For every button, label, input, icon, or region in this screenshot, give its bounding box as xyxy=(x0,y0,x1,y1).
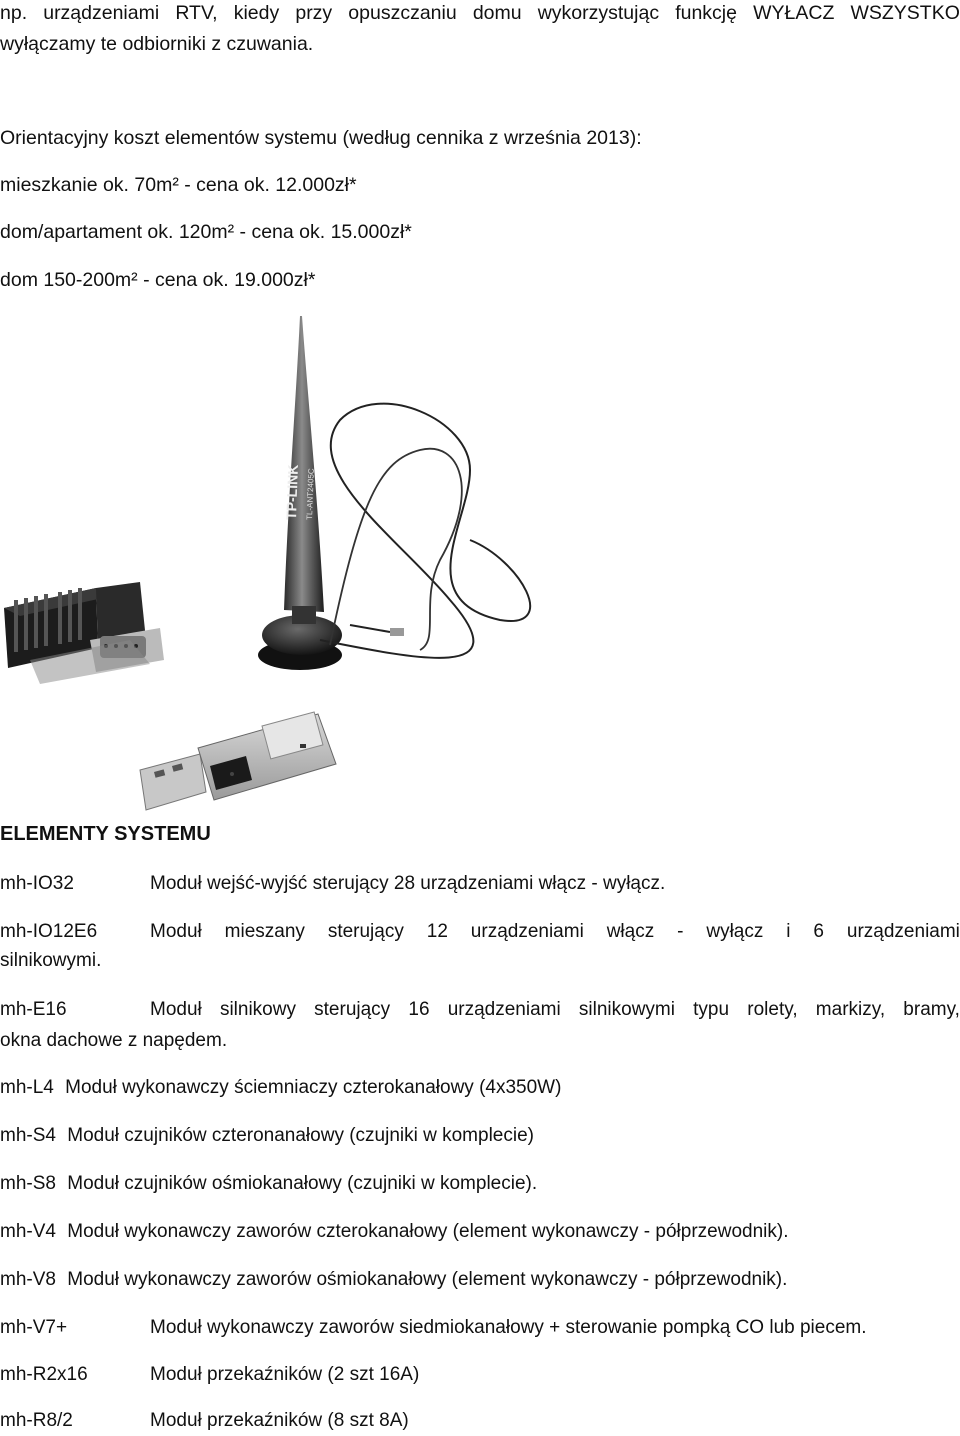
desc-word: Moduł xyxy=(150,921,202,942)
row-mh-s8 xyxy=(0,1173,537,1195)
desc-word: silnikowy xyxy=(219,999,296,1020)
row-desc: Moduł wykonawczy zaworów siedmiokanałowy + sterowanie pompką CO lub piecem. xyxy=(150,1317,867,1338)
antenna-brand: TP-LINK xyxy=(283,464,301,521)
pricing-item-flat: mieszkanie ok. 70m² - cena ok. 12.000zł* xyxy=(0,174,357,196)
pricing-item-apartment: dom/apartament ok. 120m² - cena ok. 15.000zł* xyxy=(0,221,412,243)
desc-word: urządzeniami xyxy=(470,921,584,942)
desc-word: mieszany xyxy=(224,921,305,942)
desc-word: sterujący xyxy=(314,999,391,1020)
intro-word: WSZYSTKO xyxy=(850,2,960,24)
desc-word: Moduł xyxy=(150,999,202,1020)
io-module-photo xyxy=(4,582,164,684)
row-mh-l4 xyxy=(0,1077,561,1099)
pricing-title: Orientacyjny koszt elementów systemu (według cennika z września 2013): xyxy=(0,127,642,149)
intro-word: wykorzystując xyxy=(537,2,660,24)
row-code: mh-S8 xyxy=(0,1173,56,1194)
row-mh-v8 xyxy=(0,1269,787,1291)
intro-word: np. xyxy=(0,2,28,24)
row-desc: Moduł przekaźników (2 szt 16A) xyxy=(150,1364,420,1385)
desc-word: markizy, xyxy=(815,999,886,1020)
desc-word: urządzeniami xyxy=(447,999,561,1020)
row-mh-e16-cont: okna dachowe z napędem. xyxy=(0,1030,228,1051)
row-code: mh-R2x16 xyxy=(0,1364,88,1385)
desc-word: 12 xyxy=(426,921,448,942)
desc-word: - xyxy=(677,921,684,942)
row-desc: Moduł wykonawczy zaworów ośmiokanałowy (element wykonawczy - półprzewodnik). xyxy=(67,1269,788,1290)
desc-word: rolety, xyxy=(747,999,798,1020)
row-mh-s4 xyxy=(0,1125,534,1147)
row-mh-io12e6-cont: silnikowymi. xyxy=(0,950,102,971)
intro-word: opuszczaniu xyxy=(348,2,457,24)
row-code: mh-V8 xyxy=(0,1269,56,1290)
row-desc: Moduł wykonawczy ściemniaczy czterokanałowy (4x350W) xyxy=(65,1077,562,1098)
intro-word: domu xyxy=(472,2,522,24)
desc-word: 16 xyxy=(408,999,430,1020)
row-desc: Moduł wejść-wyjść sterujący 28 urządzeniami włącz - wyłącz. xyxy=(150,873,666,894)
row-desc: Moduł wykonawczy zaworów czterokanałowy (element wykonawczy - półprzewodnik). xyxy=(67,1221,789,1242)
desc-word: urządzeniami xyxy=(846,921,960,942)
intro-word: WYŁACZ xyxy=(753,2,835,24)
desc-word: włącz xyxy=(606,921,655,942)
usb-dongle-photo xyxy=(140,712,336,810)
desc-word: silnikowymi xyxy=(578,999,675,1020)
intro-word: funkcję xyxy=(675,2,737,24)
row-code: mh-L4 xyxy=(0,1077,54,1098)
intro-word: urządzeniami xyxy=(43,2,160,24)
desc-word: 6 xyxy=(813,921,824,942)
pricing-item-house: dom 150-200m² - cena ok. 19.000zł* xyxy=(0,269,316,291)
row-code: mh-R8/2 xyxy=(0,1410,73,1431)
antenna-model: TL-ANT2405C xyxy=(305,468,316,521)
row-code: mh-E16 xyxy=(0,999,67,1020)
intro-word: kiedy xyxy=(233,2,280,24)
row-code: mh-IO12E6 xyxy=(0,921,98,942)
row-mh-v4 xyxy=(0,1221,788,1243)
row-desc-justified xyxy=(150,921,960,943)
desc-word: bramy, xyxy=(903,999,960,1020)
row-desc: Moduł przekaźników (8 szt 8A) xyxy=(150,1410,409,1431)
row-desc: Moduł czujników ośmiokanałowy (czujniki w komplecie). xyxy=(67,1173,538,1194)
row-desc-justified xyxy=(150,999,960,1021)
section-heading: ELEMENTY SYSTEMU xyxy=(0,823,211,845)
intro-word: RTV, xyxy=(175,2,218,24)
desc-word: wyłącz xyxy=(706,921,764,942)
desc-word: i xyxy=(786,921,791,942)
row-desc: Moduł czujników czteronanałowy (czujniki w komplecie) xyxy=(67,1125,534,1146)
intro-line-2: wyłączamy te odbiorniki z czuwania. xyxy=(0,33,314,55)
desc-word: typu xyxy=(693,999,730,1020)
desc-word: sterujący xyxy=(327,921,404,942)
antenna-photo xyxy=(258,316,530,670)
row-code: mh-V4 xyxy=(0,1221,56,1242)
row-code: mh-IO32 xyxy=(0,873,74,894)
row-code: mh-V7+ xyxy=(0,1317,68,1338)
intro-word: przy xyxy=(295,2,333,24)
row-code: mh-S4 xyxy=(0,1125,56,1146)
